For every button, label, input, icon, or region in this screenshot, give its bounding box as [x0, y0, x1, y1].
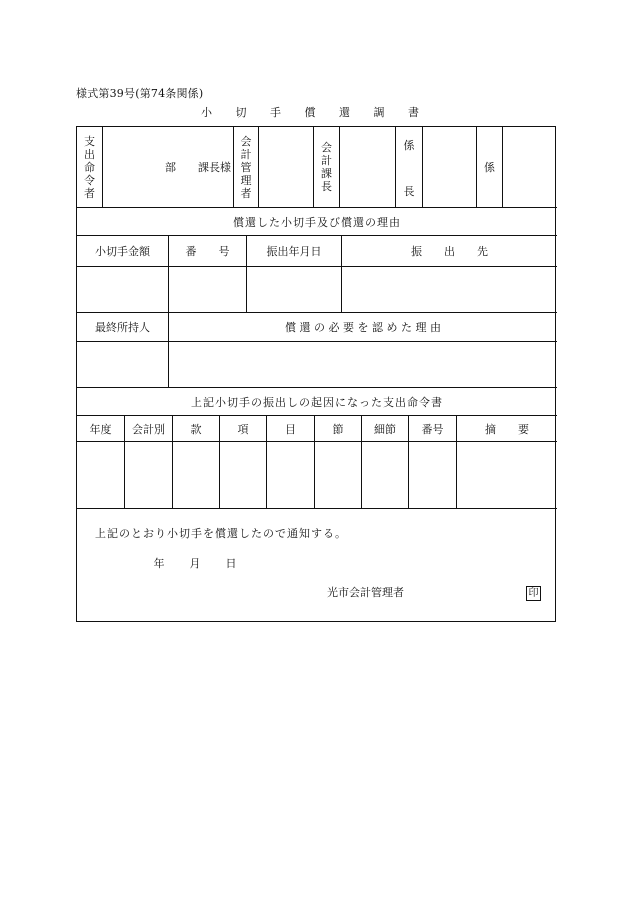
- origin-section-heading: 上記小切手の振出しの起因になった支出命令書: [191, 395, 443, 409]
- accounting-chief-label: 会 計 課 長: [321, 141, 332, 193]
- form-reference: 様式第39号(第74条関係): [76, 87, 204, 100]
- final-holder-field[interactable]: [77, 342, 168, 387]
- kan-field[interactable]: [173, 442, 219, 508]
- issue-date-field[interactable]: [247, 267, 341, 312]
- date-month-label: 月: [189, 557, 201, 570]
- fiscal-year-field[interactable]: [77, 442, 124, 508]
- notice-text: 上記のとおり小切手を償還したので通知する。: [95, 527, 347, 540]
- row-divider: [77, 508, 557, 509]
- staff-label: 係: [484, 161, 495, 174]
- staff-seal-box[interactable]: [503, 127, 557, 207]
- payee-header: 振 出 先: [411, 245, 488, 258]
- reason-section-heading: 償還した小切手及び償還の理由: [233, 215, 401, 229]
- date-year-label: 年: [153, 557, 165, 570]
- department-chief-field: 部 課長様: [165, 161, 231, 174]
- order-number-header: 番号: [421, 422, 444, 436]
- final-holder-header: 最終所持人: [95, 321, 150, 334]
- check-amount-field[interactable]: [77, 267, 168, 312]
- kou-header: 項: [237, 422, 249, 436]
- order-number-field[interactable]: [409, 442, 456, 508]
- check-amount-header: 小切手金額: [95, 245, 150, 258]
- setsu-header: 節: [332, 422, 344, 436]
- check-number-field[interactable]: [169, 267, 246, 312]
- document-title: 小 切 手 償 還 調 書: [201, 106, 429, 119]
- reimbursement-reason-header: 償 還 の 必 要 を 認 め た 理 由: [285, 321, 441, 334]
- signer-label: 光市会計管理者: [327, 586, 404, 599]
- summary-field[interactable]: [457, 442, 557, 508]
- issue-date-header: 振出年月日: [266, 245, 322, 258]
- moku-header: 目: [285, 422, 296, 436]
- account-type-field[interactable]: [125, 442, 172, 508]
- setsu-field[interactable]: [315, 442, 361, 508]
- section-chief-seal-box[interactable]: [423, 127, 476, 207]
- payment-orderer-label: 支 出 命 令 者: [84, 134, 95, 200]
- saisetsu-field[interactable]: [362, 442, 408, 508]
- summary-header: 摘 要: [485, 422, 529, 436]
- accounting-manager-label: 会 計 管 理 者: [240, 134, 252, 200]
- saisetsu-header: 細節: [374, 422, 396, 436]
- fiscal-year-header: 年度: [89, 422, 112, 436]
- payee-field[interactable]: [342, 267, 557, 312]
- moku-field[interactable]: [267, 442, 314, 508]
- section-chief-label: 係 長: [403, 139, 415, 198]
- seal-mark: 印: [526, 586, 541, 601]
- form-table: [76, 126, 556, 622]
- account-type-header: 会計別: [132, 422, 165, 436]
- kou-field[interactable]: [220, 442, 266, 508]
- accounting-chief-seal-box[interactable]: [340, 127, 395, 207]
- accounting-manager-seal-box[interactable]: [259, 127, 313, 207]
- reimbursement-reason-field[interactable]: [169, 342, 557, 387]
- check-number-header: 番 号: [185, 245, 230, 258]
- kan-header: 款: [190, 422, 202, 436]
- date-day-label: 日: [225, 557, 237, 570]
